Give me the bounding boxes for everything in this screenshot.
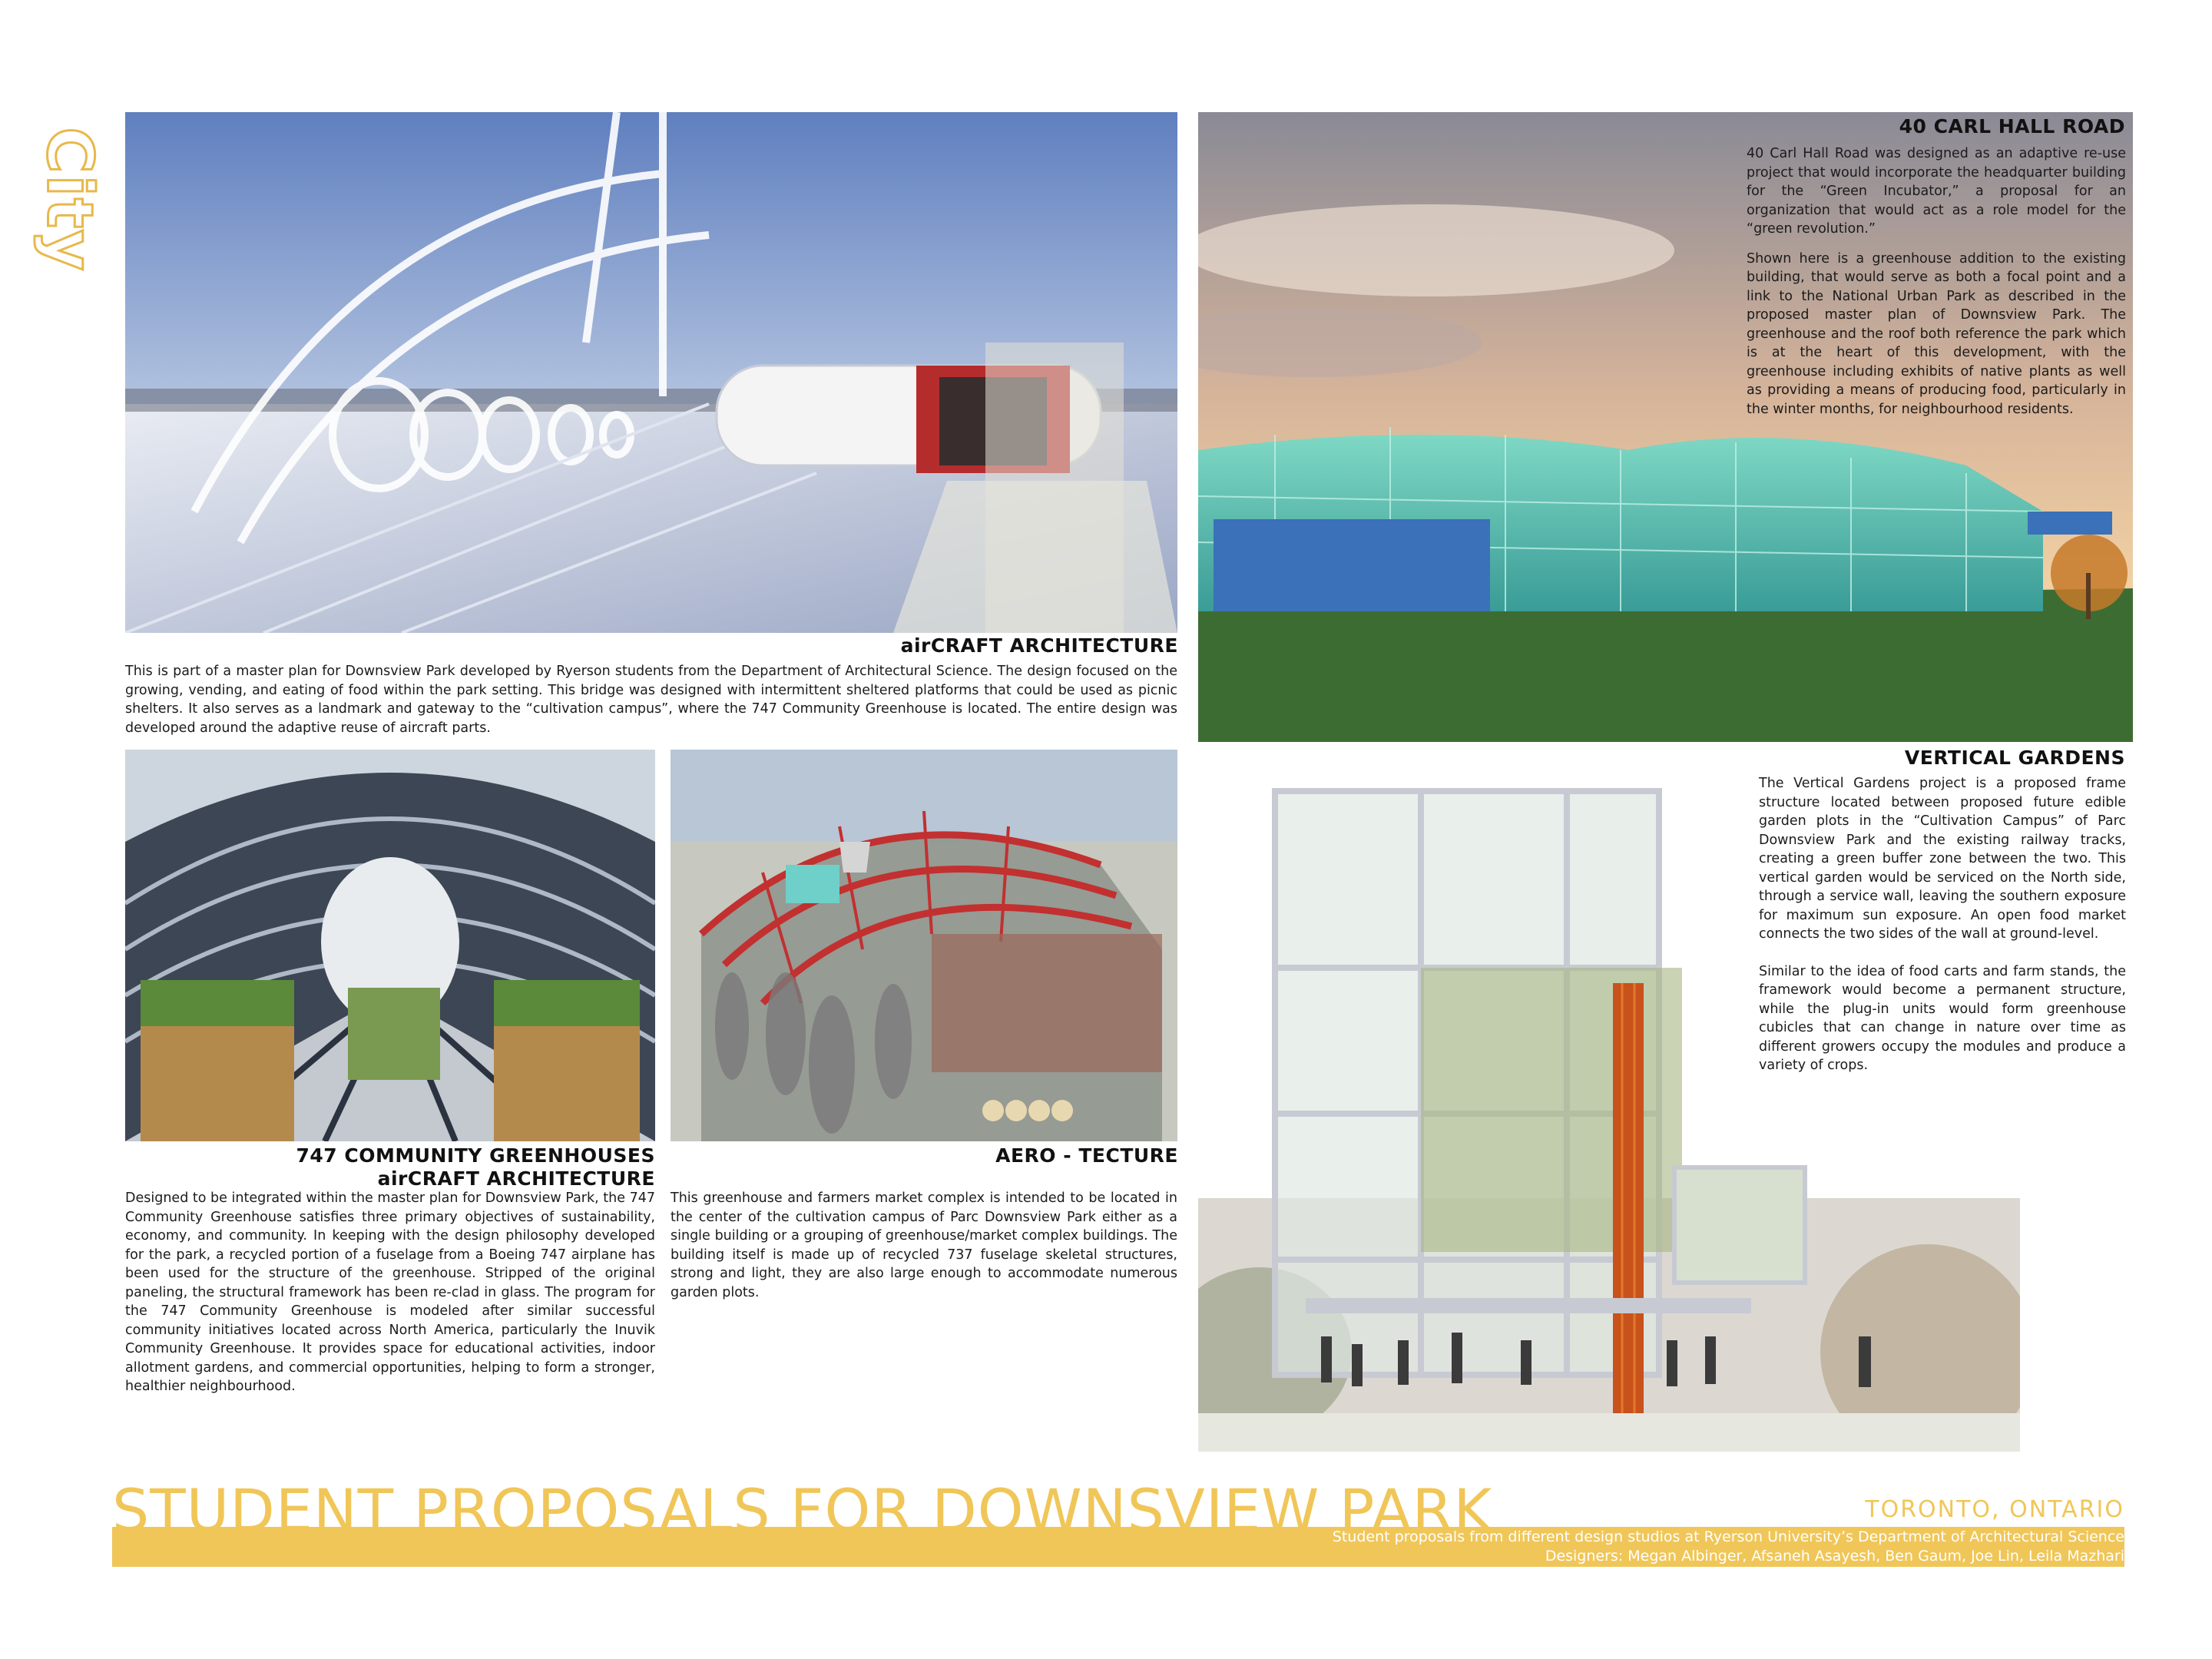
footer-credit-line-2: Designers: Megan Albinger, Afsaneh Asayesh, Ben Gaum, Joe Lin, Leila Mazhari (1545, 1548, 2124, 1565)
vertical-gardens-title: VERTICAL GARDENS (1904, 747, 2125, 769)
vertical-garden-image (1198, 768, 2020, 1452)
greenhouse-text: Designed to be integrated within the master plan for Downsview Park, the 747 Community Greenhouse satisfies three primary objectives of sustainability, economy, and community. In keeping with the design philosophy developed for the park, a recycled portion of a fuselage from a Boeing 747 airplane has been used for the structure of the greenhouse. Stripped of the original paneling, the structural framework has been re-clad in glass. The program for the 747 Community Greenhouse is modeled after similar successful community initiatives located across North America, particularly the Inuvik Community Greenhouse. It provides space for educational activities, indoor allotment gardens, and commercial opportunities, helping to form a stronger, healthier neighbourhood. (125, 1190, 655, 1394)
footer-credit-line-1: Student proposals from different design studios at Ryerson University’s Department of Architectural Science (1332, 1528, 2124, 1545)
vertical-gardens-para-1: The Vertical Gardens project is a proposed frame structure located between proposed future edible garden plots in the “Cultivation Campus” of Parc Downsview Park and the existing railway tracks, creating a green buffer zone between the two. This vertical garden would be serviced on the North side, through a service wall, leaving the southern exposure for maximum sun exposure. An open food market connects the two sides of the wall at ground-level. (1759, 776, 2126, 942)
carl-hall-para-2: Shown here is a greenhouse addition to the existing building, that would serve as both a focal point and a link to the National Urban Park as described in the proposed master plan of Downsview Park. The greenhouse and the roof both reference the park which is at the heart of this development, with the greenhouse including exhibits of native plants as well as providing a means of producing food, particularly in the winter months, for neighbourhood residents. (1747, 250, 2126, 417)
greenhouse-interior-image (125, 750, 655, 1141)
aircraft-text: This is part of a master plan for Downsview Park developed by Ryerson students from the Department of Architectural Science. The design focused on the growing, vending, and eating of food within the park setting. This bridge was designed with intermittent sheltered platforms that could be used as picnic shelters. It also serves as a landmark and gateway to the “cultivation campus”, where the 747 Community Greenhouse is located. The entire design was developed around the adaptive reuse of aircraft parts. (125, 664, 1177, 736)
greenhouse-title-1: 747 COMMUNITY GREENHOUSES (296, 1144, 655, 1167)
greenhouse-title-2: airCRAFT ARCHITECTURE (377, 1167, 655, 1190)
carl-hall-para-1: 40 Carl Hall Road was designed as an adaptive re-use project that would incorporate the headquarter building for the “Green Incubator,” a proposal for an organization that would act as a role model for the “green revolution.” (1747, 146, 2126, 237)
footer-title: STUDENT PROPOSALS FOR DOWNSVIEW PARK (112, 1476, 1493, 1545)
side-label (23, 108, 115, 292)
aero-tecture-text: This greenhouse and farmers market complex is intended to be located in the center of the cultivation campus of Parc Downsview Park either as a single building or a grouping of greenhouse/market complex buildings. The building itself is made up of recycled 737 fuselage skeletal structures, strong and light, they are also large enough to accommodate numerous garden plots. (671, 1190, 1177, 1300)
aircraft-title: airCRAFT ARCHITECTURE (900, 634, 1178, 657)
carl-hall-text (1747, 144, 2126, 429)
bridge-rendering-image (125, 112, 1177, 633)
footer-location: TORONTO, ONTARIO (1865, 1496, 2124, 1523)
vertical-gardens-para-2: Similar to the idea of food carts and farm stands, the framework would become a permanent structure, while the plug-in units would form greenhouse cubicles that can change in nature over time as different growers occupy the modules and produce a variety of crops. (1759, 963, 2126, 1073)
market-interior-image (671, 750, 1177, 1141)
carl-hall-title: 40 CARL HALL ROAD (1899, 115, 2125, 137)
aero-tecture-title: AERO - TECTURE (995, 1144, 1178, 1167)
side-label-text: City (32, 127, 106, 273)
